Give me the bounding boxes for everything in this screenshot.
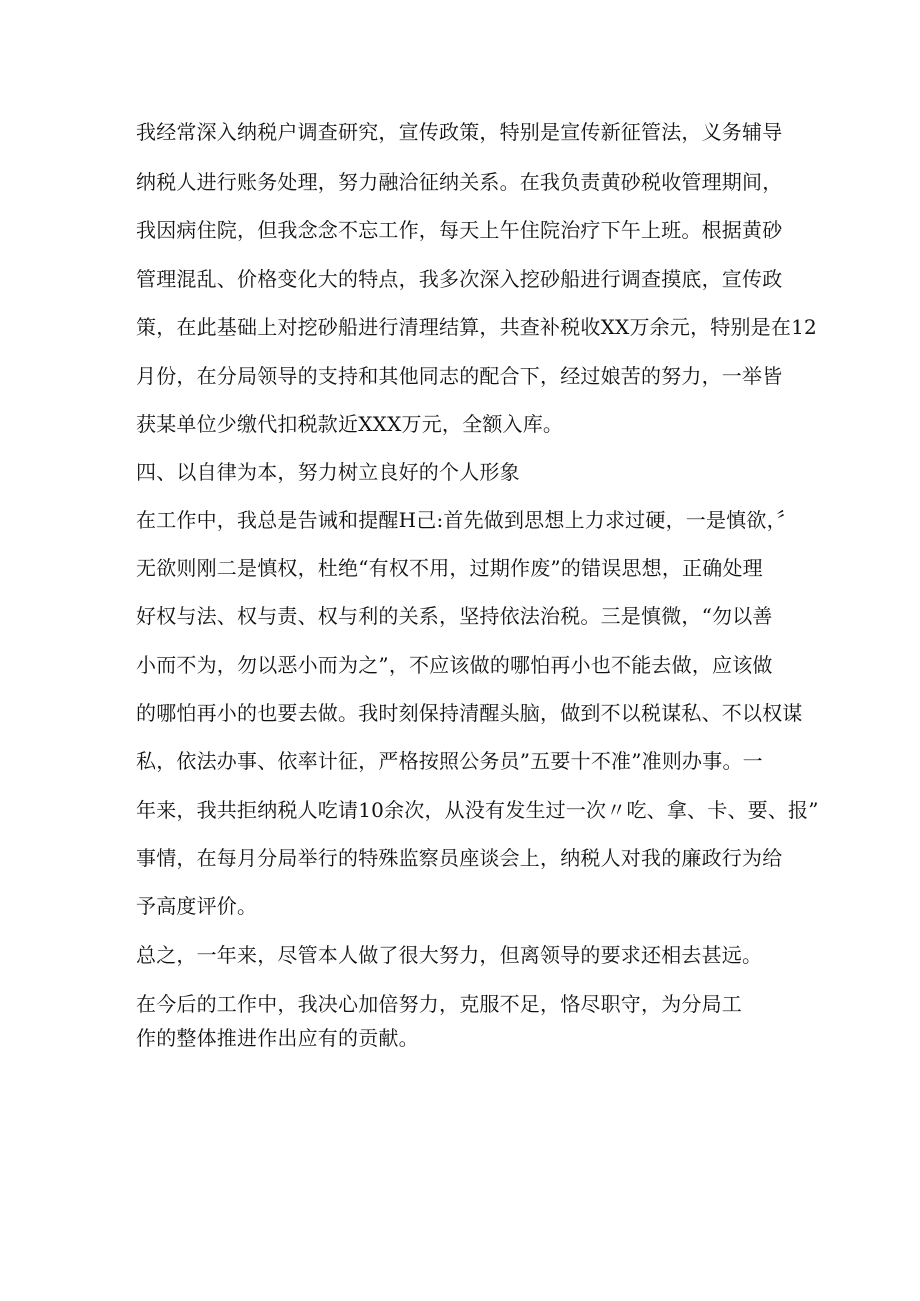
text-line: 总之，一年来，尽管本人做了很大努力，但离领导的要求还相去甚远。 — [136, 943, 763, 967]
text-line: 小而不为，勿以恶小而为之”，不应该做的哪怕再小也不能去做，应该做 — [136, 653, 773, 677]
text-line: 予高度评价。 — [136, 894, 258, 918]
text-line: 私，依法办事、依率计征，严格按照公务员”五要十不准”准则办事。一 — [136, 749, 763, 773]
text-line: 在今后的工作中，我决心加倍努力，克服不足，恪尽职守，为分局工 — [136, 992, 742, 1016]
text-line: 月份，在分局领导的支持和其他同志的配合下，经过娘苦的努力，一举皆 — [136, 364, 783, 388]
text-line: 管理混乱、价格变化大的特点，我多次深入挖砂船进行调查摸底，宣传政 — [136, 267, 783, 291]
text-line: 我因病住院，但我念念不忘工作，每天上午住院治疗下午上班。根据黄砂 — [136, 218, 783, 242]
text-line: 我经常深入纳税户调查研究，宣传政策，特别是宣传新征管法，义务辅导 — [136, 120, 783, 144]
text-line: 作的整体推进作出应有的贡献。 — [136, 1026, 419, 1050]
text-line: 在工作中，我总是告诫和提醒H己:首先做到思想上力求过硬，一是慎欲，〞 — [136, 508, 797, 532]
section-heading: 四、以自律为本，努力树立良好的个人形象 — [136, 460, 520, 484]
text-line: 好权与法、权与责、权与利的关系，坚持依法治税。三是慎微，“勿以善 — [136, 604, 773, 628]
text-line: 获某单位少缴代扣税款近XXX万元，全额入库。 — [136, 412, 564, 436]
text-line: 纳税人进行账务处理，努力融洽征纳关系。在我负责黄砂税收管理期间， — [136, 170, 783, 194]
text-line: 年来，我共拒纳税人吃请10余次，从没有发生过一次〃吃、拿、卡、要、报” — [136, 798, 819, 822]
text-line: 无欲则刚二是慎权，杜绝“有权不用，过期作废”的错误思想，正确处理 — [136, 556, 763, 580]
text-line: 的哪怕再小的也要去做。我时刻保持清醒头脑，做到不以税谋私、不以权谋 — [136, 701, 803, 725]
text-line: 事情，在每月分局举行的特殊监察员座谈会上，纳税人对我的廉政行为给 — [136, 846, 783, 870]
text-line: 策，在此基础上对挖砂船进行清理结算，共查补税收XX万余元，特别是在12 — [136, 315, 817, 339]
